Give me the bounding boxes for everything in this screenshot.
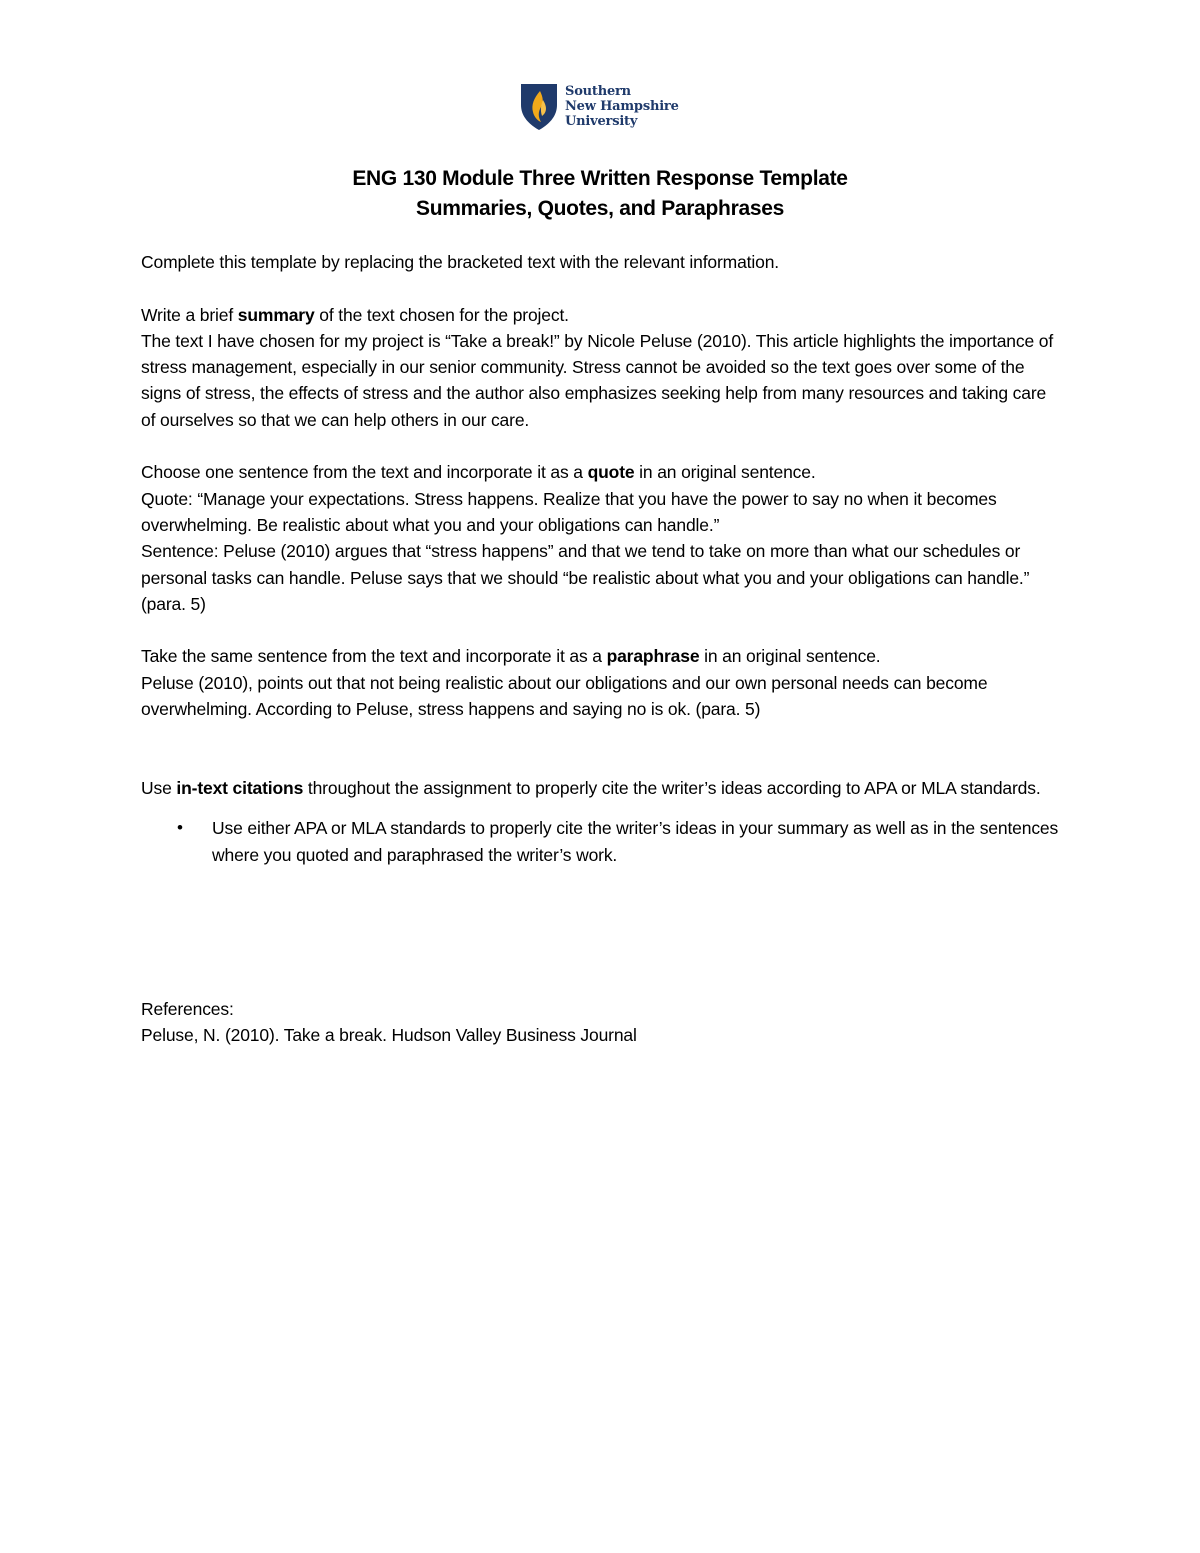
paraphrase-keyword: paraphrase [606, 646, 700, 667]
references-section [141, 996, 1061, 1049]
blank-line [141, 749, 1061, 775]
citations-bullet-list [141, 815, 1061, 868]
quote-prompt-pre: Choose one sentence from the text and incorporate it as a [141, 462, 588, 483]
summary-text: The text I have chosen for my project is “Take a break!” by Nicole Peluse (2010). This article highlights the importance of stress management, especially in our senior community. Stress cannot be avoided so the text goes over some of the signs of stress, the effects of stress and the author also emphasizes seeking help from many resources and taking care of ourselves so that we can help others in our care. [141, 330, 1054, 430]
citations-prompt-pre: Use [141, 777, 177, 798]
summary-prompt [141, 302, 1061, 328]
references-heading: References: [141, 999, 234, 1019]
logo-line-new-hampshire: New Hampshire [565, 99, 679, 114]
paraphrase-prompt-pre: Take the same sentence from the text and incorporate it as a [141, 646, 607, 667]
quote-section [141, 459, 1061, 617]
summary-prompt-post: of the text chosen for the project. [314, 304, 569, 325]
citations-keyword: in-text citations [176, 777, 304, 798]
logo-line-southern: Southern [565, 84, 631, 99]
citations-bullet-text: Use either APA or MLA standards to properly cite the writer’s ideas in your summary as well as in the sentences where you quoted and paraphrased the writer’s work. [212, 818, 1059, 865]
citations-section [141, 775, 1061, 868]
snhu-shield-icon [520, 83, 558, 131]
summary-keyword: summary [237, 304, 315, 325]
document-title: ENG 130 Module Three Written Response Template [352, 167, 848, 190]
summary-section [141, 302, 1061, 433]
list-item [141, 815, 1061, 868]
snhu-logo [520, 83, 679, 133]
references-entry: Peluse, N. (2010). Take a break. Hudson Valley Business Journal [141, 1025, 637, 1046]
bullet-icon: • [177, 818, 183, 838]
paraphrase-prompt [141, 643, 1061, 669]
quote-sentence: Sentence: Peluse (2010) argues that “stress happens” and that we tend to take on more than what our schedules or personal tasks can handle. Peluse says that we should “be realistic about what you and your obligations can handle.” (para. 5) [141, 541, 1030, 614]
document-title-block [0, 164, 1200, 224]
logo-line-university: University [565, 114, 638, 129]
citations-prompt-post: throughout the assignment to properly cite the writer’s ideas according to APA or MLA standards. [303, 777, 1041, 798]
quote-text: Quote: “Manage your expectations. Stress happens. Realize that you have the power to say no when it becomes overwhelming. Be realistic about what you and your obligations can handle.” [141, 488, 997, 535]
citations-prompt [141, 775, 1061, 801]
snhu-wordmark [565, 84, 679, 129]
quote-keyword: quote [587, 462, 635, 483]
summary-prompt-pre: Write a brief [141, 304, 238, 325]
intro-paragraph: Complete this template by replacing the bracketed text with the relevant information. [141, 252, 780, 272]
quote-prompt [141, 459, 1061, 485]
paraphrase-text: Peluse (2010), points out that not being realistic about our obligations and our own personal needs can become overwhelming. According to Peluse, stress happens and saying no is ok. (para. 5) [141, 672, 988, 720]
document-body [141, 249, 1061, 868]
paraphrase-section [141, 643, 1061, 722]
quote-prompt-post: in an original sentence. [634, 462, 816, 483]
paraphrase-prompt-post: in an original sentence. [699, 646, 881, 667]
document-subtitle: Summaries, Quotes, and Paraphrases [416, 197, 784, 220]
